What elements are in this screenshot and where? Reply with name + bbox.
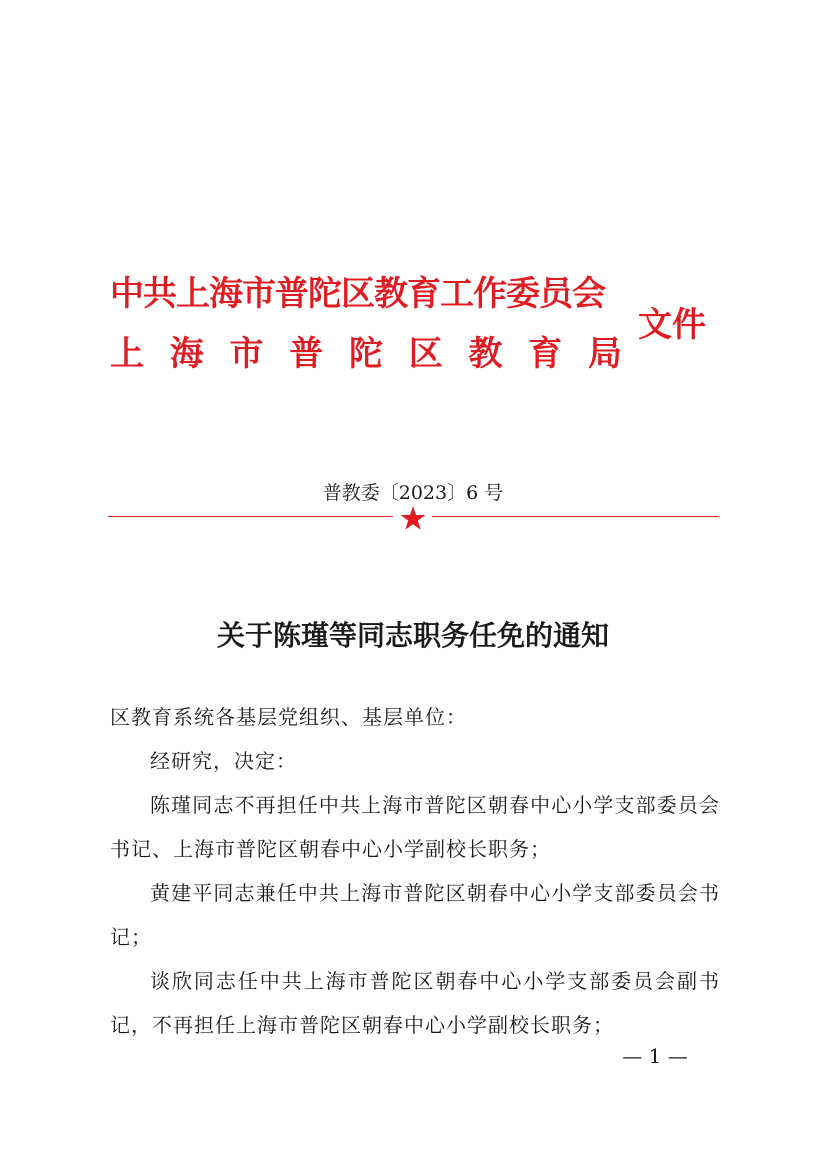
- page-number: — 1 —: [622, 1044, 688, 1068]
- header-org-line-1: 中共上海市普陀区教育工作委员会: [110, 274, 605, 314]
- header-org-line-2-char: 区: [408, 334, 443, 374]
- header-org-line-2-char: 陀: [349, 334, 383, 374]
- header-org-line-2-char: 局: [588, 334, 622, 374]
- document-title: 关于陈瑾等同志职务任免的通知: [216, 619, 609, 652]
- header-suffix: 文件: [638, 305, 706, 345]
- body-paragraph: 黄建平同志兼任中共上海市普陀区朝春中心小学支部委员会书记；: [110, 881, 720, 949]
- header-org-line-2-char: 普: [289, 334, 324, 374]
- body-paragraph: 陈瑾同志不再担任中共上海市普陀区朝春中心小学支部委员会书记、上海市普陀区朝春中心小学副校长职务；: [110, 793, 720, 861]
- addressee: 区教育系统各基层党组织、基层单位：: [110, 705, 467, 729]
- header-org-line-2-char: 教: [468, 334, 503, 374]
- header-org-line-2-char: 上: [110, 334, 144, 374]
- body-paragraph: 经研究，决定：: [150, 749, 297, 773]
- document-number: 普教委〔2023〕6 号: [322, 482, 504, 504]
- red-rule-right: [432, 516, 719, 517]
- header-org-line-2-char: 海: [169, 334, 204, 374]
- red-rule-left: [108, 516, 393, 517]
- header-org-line-2: [110, 334, 622, 374]
- header-org-line-2-char: 育: [528, 334, 563, 374]
- header-org-line-2-char: 市: [229, 334, 264, 374]
- red-star-icon: [400, 505, 426, 531]
- body-paragraph: 谈欣同志任中共上海市普陀区朝春中心小学支部委员会副书记，不再担任上海市普陀区朝春中心小学副校长职务；: [110, 969, 720, 1037]
